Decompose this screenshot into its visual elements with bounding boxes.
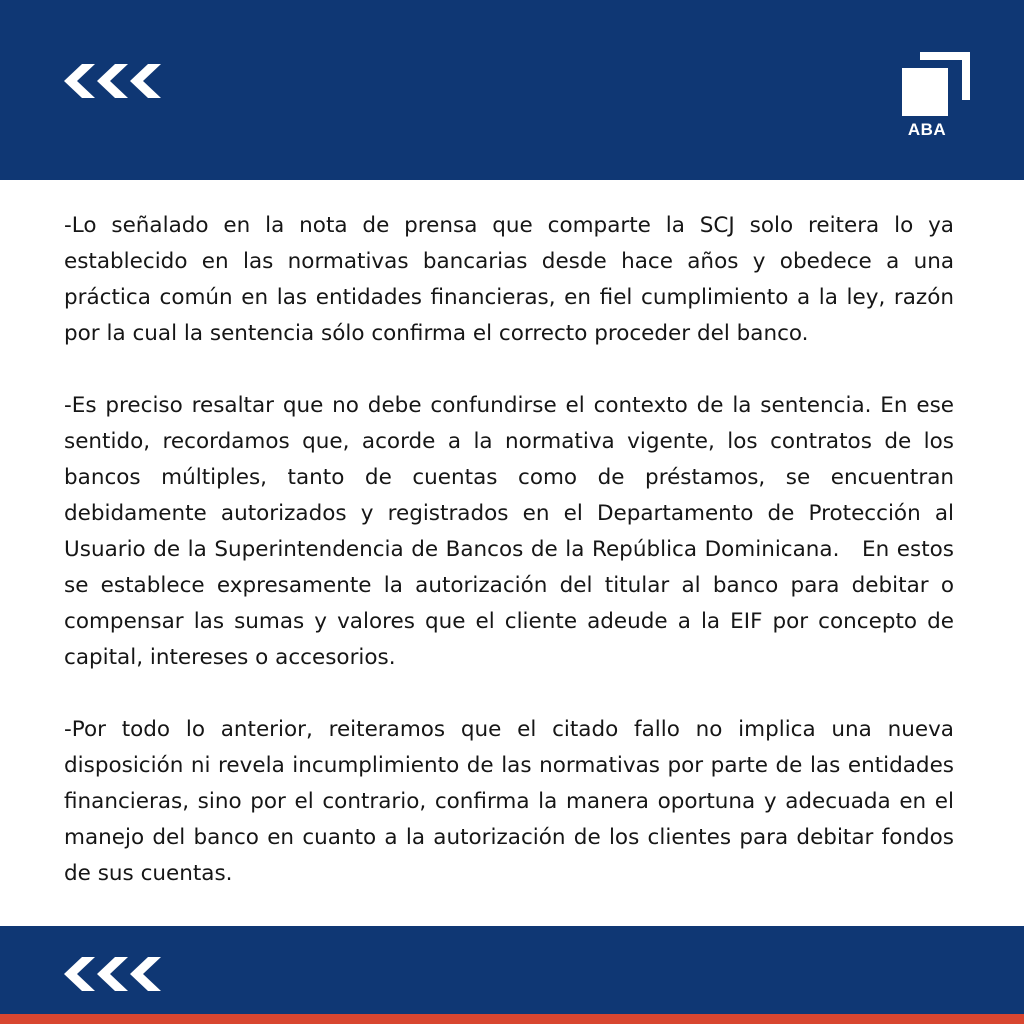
triple-chevron-left-icon xyxy=(64,957,164,991)
paragraph-3: -Por todo lo anterior, reiteramos que el citado fallo no implica una nueva disposición ni revela incumplimiento de las normativas por parte de las entidades financieras, sino por el contrario, confirma la manera oportuna y adecuada en el manejo del banco en cuanto a la autorización de los clientes para debitar fondos de sus cuentas. xyxy=(64,717,961,886)
footer-accent-stripe xyxy=(0,1014,1024,1024)
triple-chevron-left-icon xyxy=(64,64,164,98)
paragraph-1: -Lo señalado en la nota de prensa que comparte la SCJ solo reitera lo ya establecido en las normativas bancarias desde hace años y obedece a una práctica común en las entidades financieras, en fiel cumplimiento a la ley, razón por la cual la sentencia sólo confirma el correcto proceder del banco. xyxy=(64,213,961,346)
aba-logo xyxy=(898,50,972,140)
logo-text: ABA xyxy=(907,120,947,139)
header-bar xyxy=(0,0,1024,180)
footer-bar xyxy=(0,926,1024,1014)
aba-logo-mark xyxy=(898,50,972,120)
paragraph-2: -Es preciso resaltar que no debe confundirse el contexto de la sentencia. En ese sentido, recordamos que, acorde a la normativa vigente, los contratos de los bancos múltiples, tanto de cuentas como de préstamos, se encuentran debidamente autorizados y registrados en el Departamento de Protección al Usuario de la Superintendencia de Bancos de la República Dominicana. En estos se establece expresamente la autorización del titular al banco para debitar o compensar las sumas y valores que el cliente adeude a la EIF por concepto de capital, intereses o accesorios. xyxy=(64,393,961,670)
statement-body xyxy=(64,208,961,928)
